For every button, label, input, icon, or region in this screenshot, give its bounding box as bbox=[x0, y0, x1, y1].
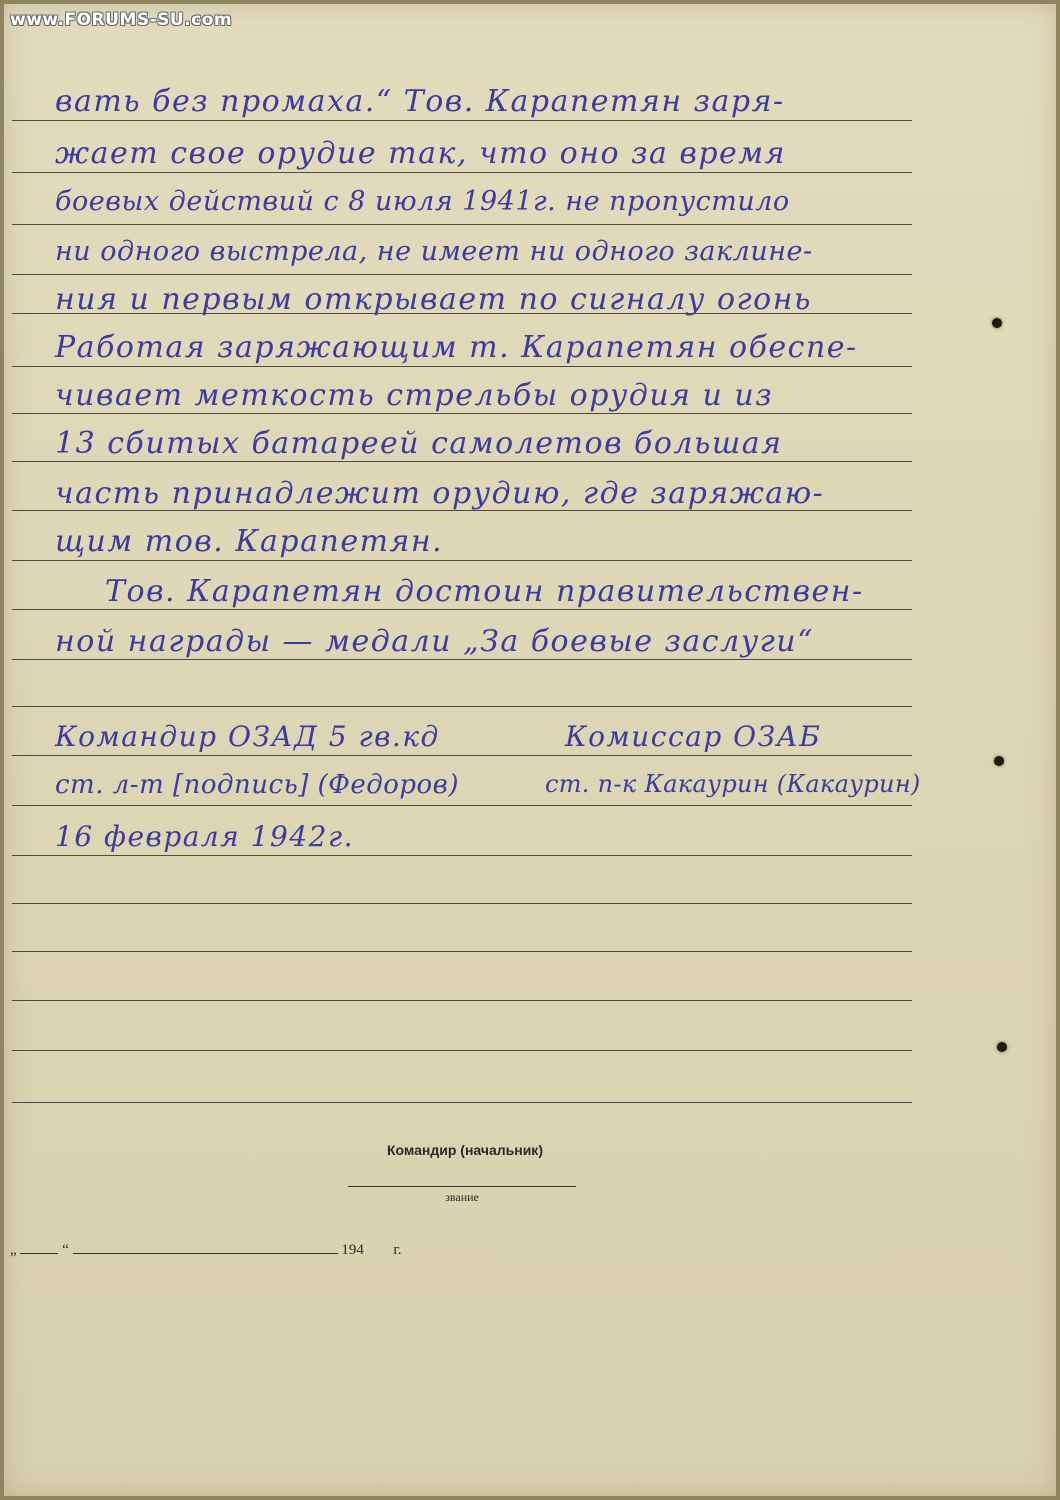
ruled-line bbox=[12, 413, 912, 414]
ruled-line bbox=[12, 659, 912, 660]
handwritten-line: 13 сбитых батареей самолетов большая bbox=[55, 426, 783, 461]
ruled-line bbox=[12, 461, 912, 462]
commander-title: Командир ОЗАД 5 гв.кд bbox=[55, 720, 440, 753]
handwritten-line: часть принадлежит орудию, где заряжаю- bbox=[55, 476, 825, 511]
punch-hole bbox=[992, 318, 1002, 328]
ruled-line bbox=[12, 224, 912, 225]
ruled-line bbox=[12, 1000, 912, 1001]
handwritten-line: жает свое орудие так, что оно за время bbox=[55, 136, 787, 171]
ruled-line bbox=[12, 805, 912, 806]
year-label: 194 bbox=[341, 1242, 364, 1258]
year-suffix: г. bbox=[393, 1242, 402, 1258]
punch-hole bbox=[994, 756, 1004, 766]
signature-date: 16 февраля 1942г. bbox=[55, 820, 355, 853]
handwritten-line: Тов. Карапетян достоин правительствен- bbox=[105, 574, 864, 609]
ruled-line bbox=[12, 1050, 912, 1051]
handwritten-line: ной награды — медали „За боевые заслуги“ bbox=[55, 624, 814, 659]
ruled-line bbox=[12, 560, 912, 561]
ruled-line bbox=[12, 1102, 912, 1103]
handwritten-line: щим тов. Карапетян. bbox=[55, 524, 444, 559]
commander-signature: ст. л-т [подпись] (Федоров) bbox=[55, 770, 459, 800]
ruled-line bbox=[12, 755, 912, 756]
handwritten-line: Работая заряжающим т. Карапетян обеспе- bbox=[55, 330, 858, 365]
commissar-signature: ст. п-к Какаурин (Какаурин) bbox=[545, 770, 921, 798]
ruled-line bbox=[12, 366, 912, 367]
punch-hole bbox=[997, 1042, 1007, 1052]
ruled-line bbox=[12, 609, 912, 610]
watermark: www.FORUMS-SU.com bbox=[10, 10, 233, 30]
ruled-line bbox=[12, 120, 912, 121]
date-open-quote: „ bbox=[10, 1242, 17, 1258]
handwritten-line: чивает меткость стрельбы орудия и из bbox=[55, 378, 774, 413]
date-field bbox=[10, 1241, 402, 1259]
handwritten-line: ния и первым открывает по сигналу огонь bbox=[55, 282, 812, 317]
day-blank[interactable] bbox=[20, 1241, 58, 1254]
rank-label: звание bbox=[445, 1190, 479, 1204]
ruled-line bbox=[12, 903, 912, 904]
rank-line bbox=[348, 1186, 576, 1187]
ruled-line bbox=[12, 274, 912, 275]
year-blank[interactable] bbox=[368, 1242, 390, 1254]
ruled-line bbox=[12, 951, 912, 952]
commander-label: Командир (начальник) bbox=[387, 1142, 543, 1158]
date-close-quote: “ bbox=[62, 1242, 69, 1258]
ruled-line bbox=[12, 855, 912, 856]
month-blank[interactable] bbox=[73, 1241, 338, 1254]
ruled-line bbox=[12, 172, 912, 173]
commissar-title: Комиссар ОЗАБ bbox=[565, 720, 822, 753]
handwritten-line: вать без промаха.“ Тов. Карапетян заря- bbox=[55, 84, 785, 119]
handwritten-line: ни одного выстрела, не имеет ни одного заклине- bbox=[55, 236, 813, 267]
handwritten-line: боевых действий с 8 июля 1941г. не пропустило bbox=[55, 186, 790, 217]
ruled-line bbox=[12, 706, 912, 707]
